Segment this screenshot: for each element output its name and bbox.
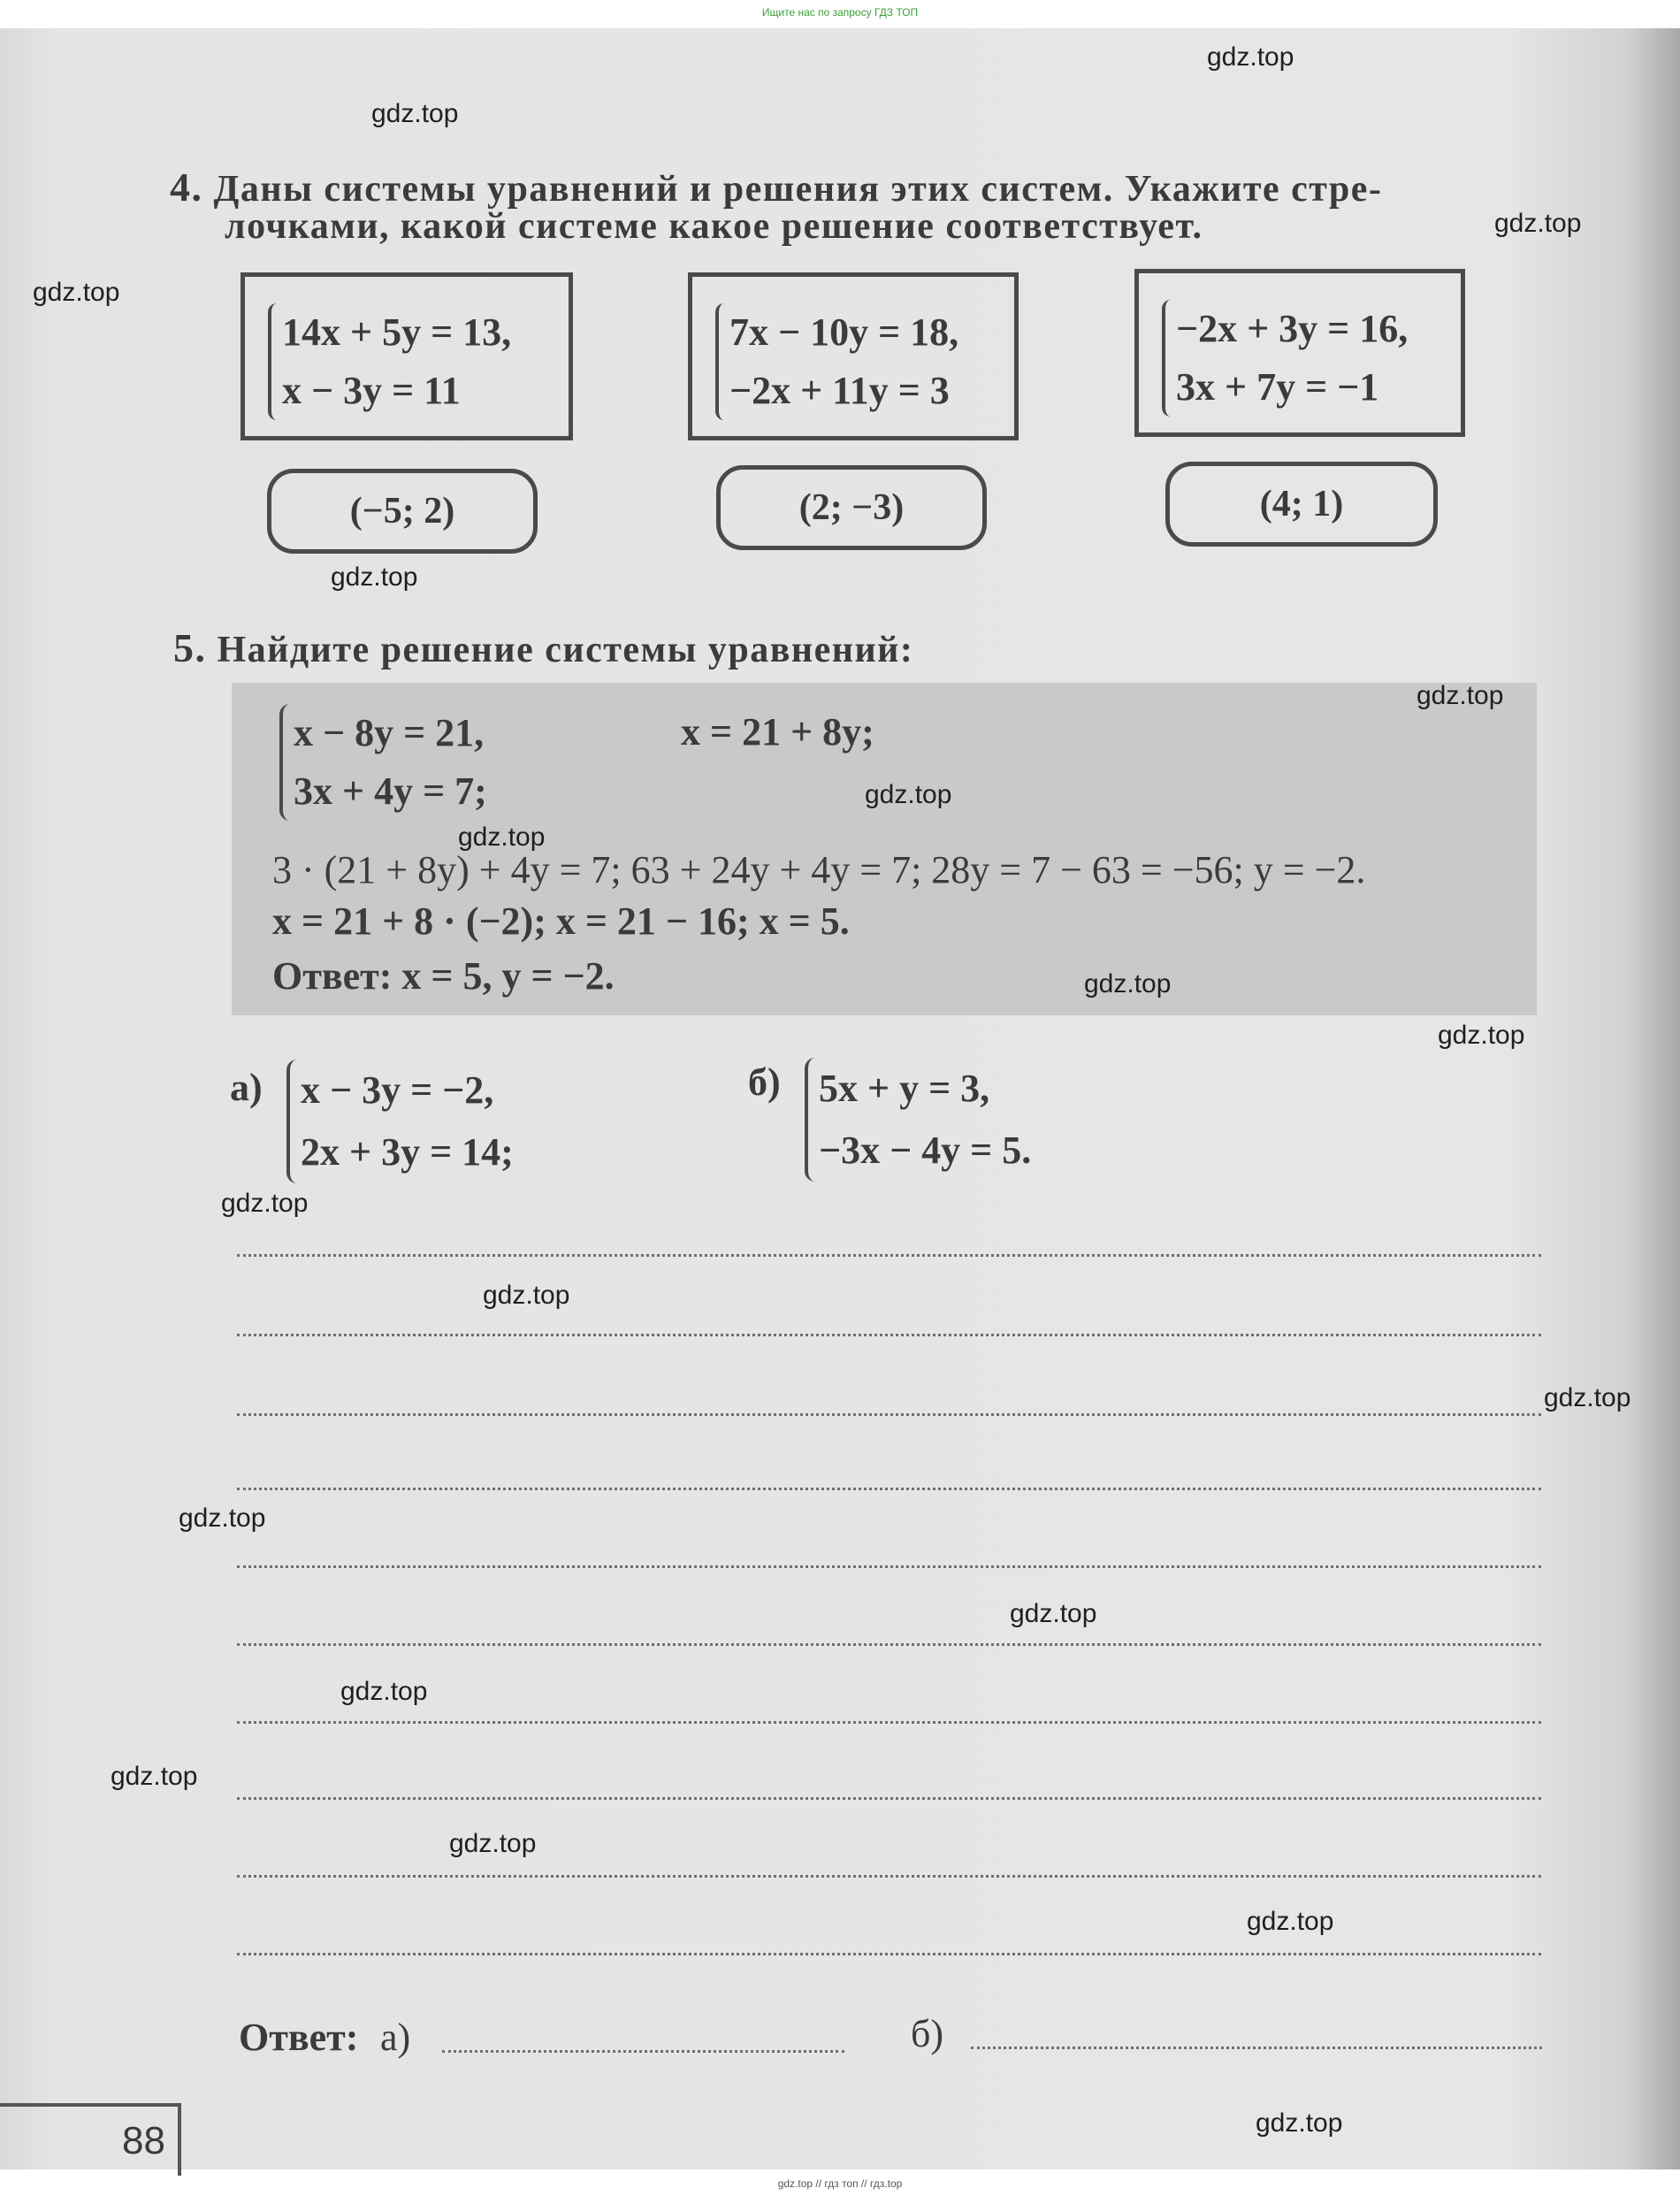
part-b-label: б)	[748, 1060, 781, 1104]
watermark: gdz.top	[371, 99, 459, 128]
answer-line-7[interactable]	[237, 1721, 1541, 1724]
watermark: gdz.top	[865, 780, 952, 809]
solution-pill-2[interactable]: (2; −3)	[716, 465, 987, 550]
task4-text-line1: Даны системы уравнений и решения этих систем. Укажите стре-	[213, 169, 1383, 210]
answer-line-8[interactable]	[237, 1797, 1541, 1800]
part-b-eq2: −3x − 4y = 5.	[819, 1129, 1032, 1172]
page-number: 88	[0, 2103, 181, 2176]
system-3-eq1: −2x + 3y = 16,	[1176, 307, 1409, 350]
final-answer-label: Ответ:	[239, 2016, 359, 2059]
answer-line-2[interactable]	[237, 1334, 1541, 1336]
example-eq2: 3x + 4y = 7;	[294, 769, 487, 813]
watermark: gdz.top	[1247, 1907, 1334, 1936]
final-answer-b-label: б)	[911, 2012, 944, 2055]
part-b-eq1: 5x + y = 3,	[819, 1067, 990, 1110]
system-box-2[interactable]	[688, 272, 1019, 440]
watermark: gdz.top	[1544, 1383, 1631, 1412]
answer-line-1[interactable]	[237, 1254, 1541, 1257]
answer-line-4[interactable]	[237, 1488, 1541, 1490]
final-answer-b-field[interactable]	[971, 2047, 1542, 2049]
watermark: gdz.top	[1084, 969, 1172, 999]
answer-line-9[interactable]	[237, 1875, 1541, 1878]
watermark: gdz.top	[483, 1281, 570, 1310]
watermark: gdz.top	[1207, 42, 1294, 72]
part-b-system	[805, 1058, 1031, 1182]
system-3-eq2: 3x + 7y = −1	[1176, 365, 1379, 409]
system-2	[715, 303, 958, 420]
system-1-eq2: x − 3y = 11	[282, 369, 461, 412]
watermark: gdz.top	[458, 823, 546, 852]
system-1	[268, 303, 511, 420]
task5-title: Найдите решение системы уравнений:	[217, 630, 914, 670]
part-a-system	[286, 1060, 514, 1183]
task4-text-line2: лочками, какой системе какое решение соответствует.	[225, 206, 1203, 247]
system-box-1[interactable]	[241, 272, 573, 440]
watermark: gdz.top	[1438, 1021, 1525, 1050]
example-system	[279, 704, 487, 821]
watermark: gdz.top	[1256, 2108, 1343, 2138]
example-answer-label: Ответ:	[272, 954, 393, 998]
example-step2: x = 21 + 8 · (−2); x = 21 − 16; x = 5.	[272, 899, 850, 943]
final-answer-a-label: а)	[380, 2016, 411, 2059]
top-banner: Ищите нас по запросу ГДЗ ТОП	[761, 6, 919, 19]
task5-number: 5.	[173, 625, 207, 670]
watermark: gdz.top	[1494, 209, 1582, 238]
system-2-eq2: −2x + 11y = 3	[729, 369, 950, 412]
worked-example-panel	[232, 683, 1537, 1015]
example-expression: x = 21 + 8y;	[681, 710, 874, 754]
part-a-eq2: 2x + 3y = 14;	[301, 1130, 514, 1174]
part-a-label: а)	[230, 1066, 263, 1109]
watermark: gdz.top	[111, 1762, 198, 1791]
example-answer	[272, 953, 615, 999]
system-box-3[interactable]	[1134, 269, 1465, 437]
system-3	[1162, 300, 1408, 417]
watermark: gdz.top	[449, 1829, 537, 1858]
watermark: gdz.top	[179, 1504, 266, 1533]
example-answer-value: x = 5, y = −2.	[401, 954, 615, 998]
watermark: gdz.top	[33, 278, 120, 307]
watermark: gdz.top	[221, 1189, 309, 1218]
answer-line-5[interactable]	[237, 1565, 1541, 1568]
watermark: gdz.top	[340, 1677, 428, 1706]
example-eq1: x − 8y = 21,	[294, 711, 485, 754]
task4-line1	[170, 164, 1382, 210]
example-step1: 3 · (21 + 8y) + 4y = 7; 63 + 24y + 4y = 7; 28y = 7 − 63 = −56; y = −2.	[272, 848, 1366, 891]
watermark: gdz.top	[1417, 681, 1504, 710]
solution-pill-3[interactable]: (4; 1)	[1165, 462, 1438, 547]
watermark: gdz.top	[1010, 1599, 1097, 1628]
system-1-eq1: 14x + 5y = 13,	[282, 310, 512, 354]
answer-line-3[interactable]	[237, 1413, 1541, 1416]
task5-heading	[173, 624, 913, 671]
watermark: gdz.top	[331, 562, 418, 592]
final-answer-a-field[interactable]	[442, 2050, 844, 2053]
answer-line-10[interactable]	[237, 1953, 1541, 1955]
part-a-eq1: x − 3y = −2,	[301, 1068, 494, 1112]
system-2-eq1: 7x − 10y = 18,	[729, 310, 959, 354]
solution-pill-1[interactable]: (−5; 2)	[267, 469, 538, 554]
bottom-footer: gdz.top // гдз топ // гдз.top	[777, 2177, 903, 2190]
answer-line-6[interactable]	[237, 1643, 1541, 1646]
task4-number: 4.	[170, 165, 203, 210]
